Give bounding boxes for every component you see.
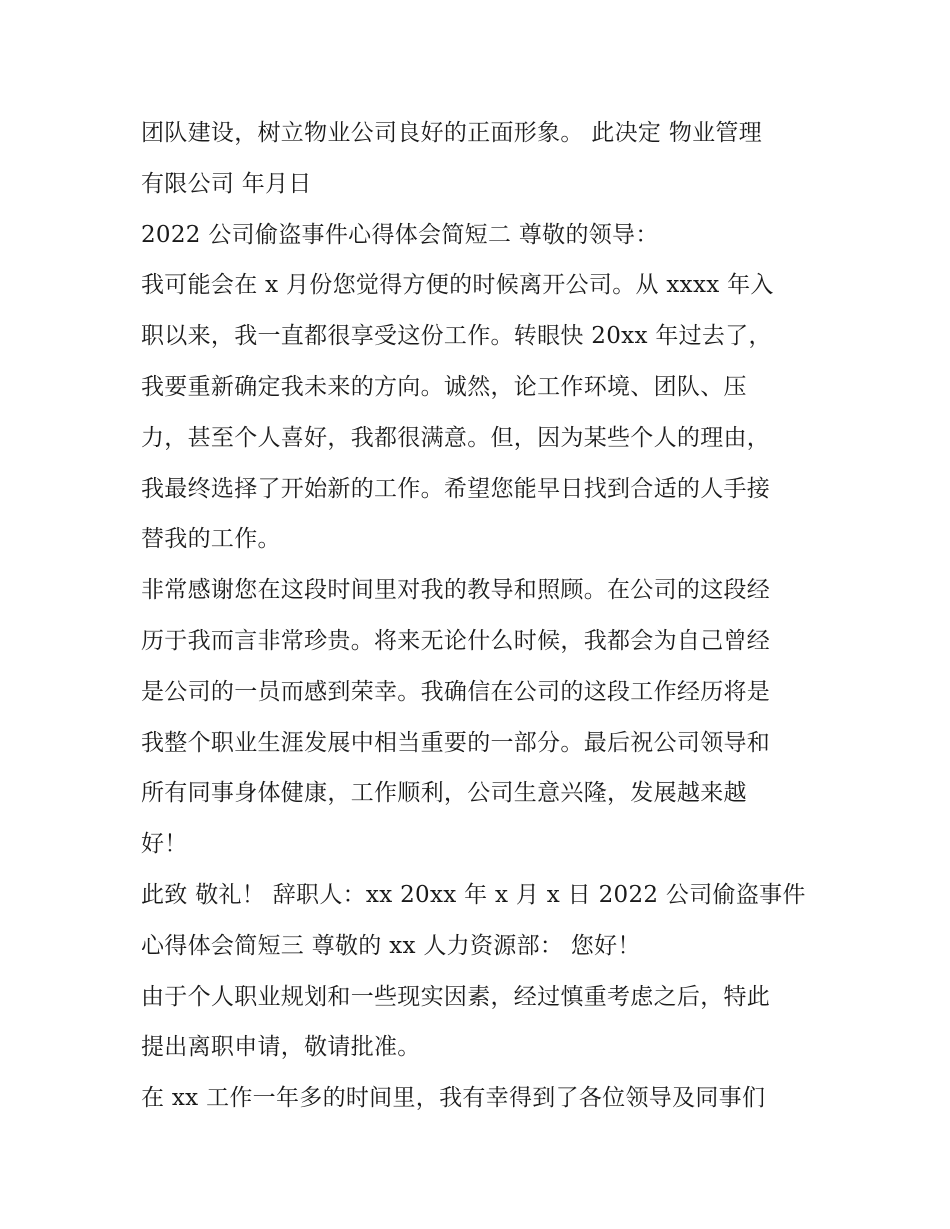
text-line: 团队建设，树立物业公司良好的正面形象。 此决定 物业管理	[141, 120, 763, 146]
text-line: 在 xx 工作一年多的时间里，我有幸得到了各位领导及同事们	[141, 1085, 766, 1112]
text-line: 提出离职申请，敬请批准。	[141, 1034, 421, 1061]
text-line: 所有同事身体健康，工作顺利，公司生意兴隆，发展越来越	[141, 780, 747, 807]
text-line: 历于我而言非常珍贵。将来无论什么时候，我都会为自己曾经	[141, 627, 771, 654]
text-line: 是公司的一员而感到荣幸。我确信在公司的这段工作经历将是	[141, 678, 771, 705]
text-line: 力，甚至个人喜好，我都很满意。但，因为某些个人的理由，	[141, 424, 771, 451]
text-line: 由于个人职业规划和一些现实因素，经过慎重考虑之后，特此	[141, 983, 771, 1010]
document-body	[141, 108, 821, 1124]
text-line: 我要重新确定我未来的方向。诚然，论工作环境、团队、压	[141, 373, 747, 400]
text-line: 好！	[141, 831, 188, 858]
text-line: 我最终选择了开始新的工作。希望您能早日找到合适的人手接	[141, 475, 771, 502]
text-line: 我整个职业生涯发展中相当重要的一部分。最后祝公司领导和	[141, 729, 771, 756]
text-line: 职以来，我一直都很享受这份工作。转眼快 20xx 年过去了，	[141, 323, 772, 350]
text-line: 非常感谢您在这段时间里对我的教导和照顾。在公司的这段经	[141, 577, 771, 604]
text-line: 心得体会简短三 尊敬的 xx 人力资源部： 您好！	[141, 932, 641, 959]
text-line: 替我的工作。	[141, 526, 281, 553]
text-line: 我可能会在 x 月份您觉得方便的时候离开公司。从 xxxx 年入	[141, 272, 774, 299]
text-line: 有限公司 年月日	[141, 170, 312, 197]
text-line: 2022 公司偷盗事件心得体会简短二 尊敬的领导：	[141, 221, 659, 248]
text-line: 此致 敬礼！ 辞职人：xx 20xx 年 x 月 x 日 2022 公司偷盗事件	[141, 881, 806, 908]
